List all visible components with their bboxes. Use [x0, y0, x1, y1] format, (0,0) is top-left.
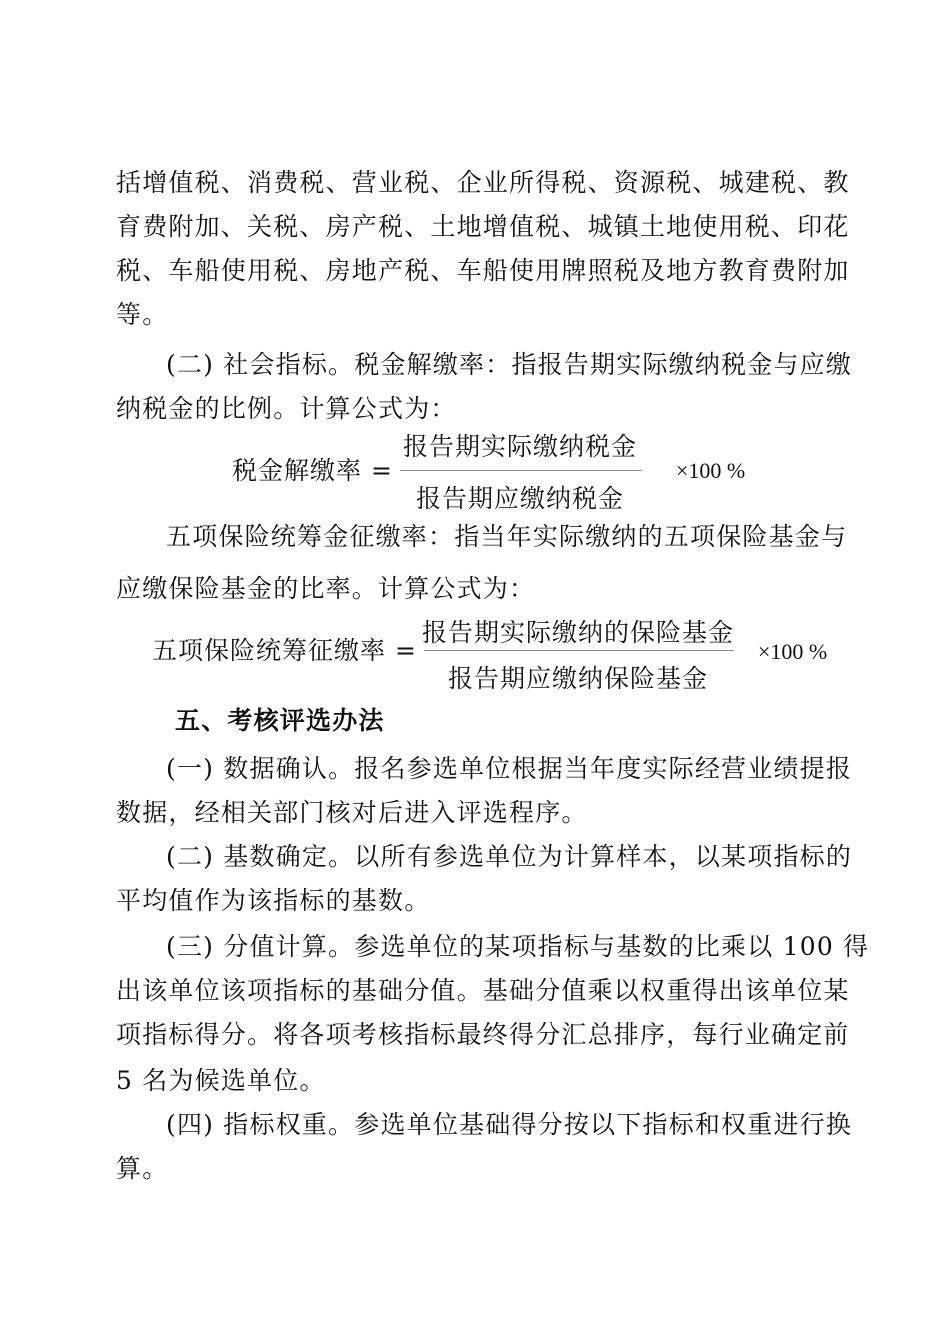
score-calc-line-3: 项指标得分。将各项考核指标最终得分汇总排序，每行业确定前: [116, 1020, 850, 1049]
indicator-weight-line-1: (四) 指标权重。参选单位基础得分按以下指标和权重进行换: [166, 1110, 853, 1139]
tax-list-line-3: 税、车船使用税、房地产税、车船使用牌照税及地方教育费附加: [116, 256, 850, 285]
formula-tax-label: 税金解缴率 =: [232, 456, 393, 485]
score-calc-line-4: 5 名为候选单位。: [116, 1066, 326, 1095]
tax-list-line-1: 括增值税、消费税、营业税、企业所得税、资源税、城建税、教: [116, 168, 850, 197]
base-determination-line-2: 平均值作为该指标的基数。: [116, 886, 431, 915]
social-indicator-line-1: (二) 社会指标。税金解缴率：指报告期实际缴纳税金与应缴: [166, 350, 853, 379]
section-heading: 五、考核评选办法: [175, 706, 385, 735]
score-calc-line-2: 出该单位该项指标的基础分值。基础分值乘以权重得出该单位某: [116, 976, 850, 1005]
formula-insurance-numerator: 报告期实际缴纳的保险基金: [421, 618, 734, 647]
formula-tax-denominator: 报告期应缴纳税金: [415, 484, 624, 513]
formula-tax-numerator: 报告期实际缴纳税金: [402, 432, 637, 461]
formula-insurance-multiplier: ×100 %: [758, 639, 828, 664]
insurance-line-1: 五项保险统筹金征缴率：指当年实际缴纳的五项保险基金与: [166, 522, 848, 551]
score-calc-line-1: (三) 分值计算。参选单位的某项指标与基数的比乘以 100 得: [166, 932, 870, 961]
tax-list-line-4: 等。: [116, 300, 169, 329]
formula-insurance-label: 五项保险统筹征缴率 =: [152, 636, 417, 665]
insurance-line-2: 应缴保险基金的比率。计算公式为：: [116, 574, 536, 603]
indicator-weight-line-2: 算。: [116, 1154, 169, 1183]
formula-tax-multiplier: ×100 %: [676, 458, 746, 483]
data-confirm-line-1: (一) 数据确认。报名参选单位根据当年度实际经营业绩提报: [166, 754, 853, 783]
formula-tax-fraction-bar: [400, 470, 642, 471]
data-confirm-line-2: 数据，经相关部门核对后进入评选程序。: [116, 798, 588, 827]
social-indicator-line-2: 纳税金的比例。计算公式为：: [116, 394, 457, 423]
formula-insurance-denominator: 报告期应缴纳保险基金: [447, 664, 708, 693]
base-determination-line-1: (二) 基数确定。以所有参选单位为计算样本，以某项指标的: [166, 842, 853, 871]
tax-list-line-2: 育费附加、关税、房产税、土地增值税、城镇土地使用税、印花: [116, 212, 850, 241]
formula-insurance-fraction-bar: [424, 650, 734, 651]
